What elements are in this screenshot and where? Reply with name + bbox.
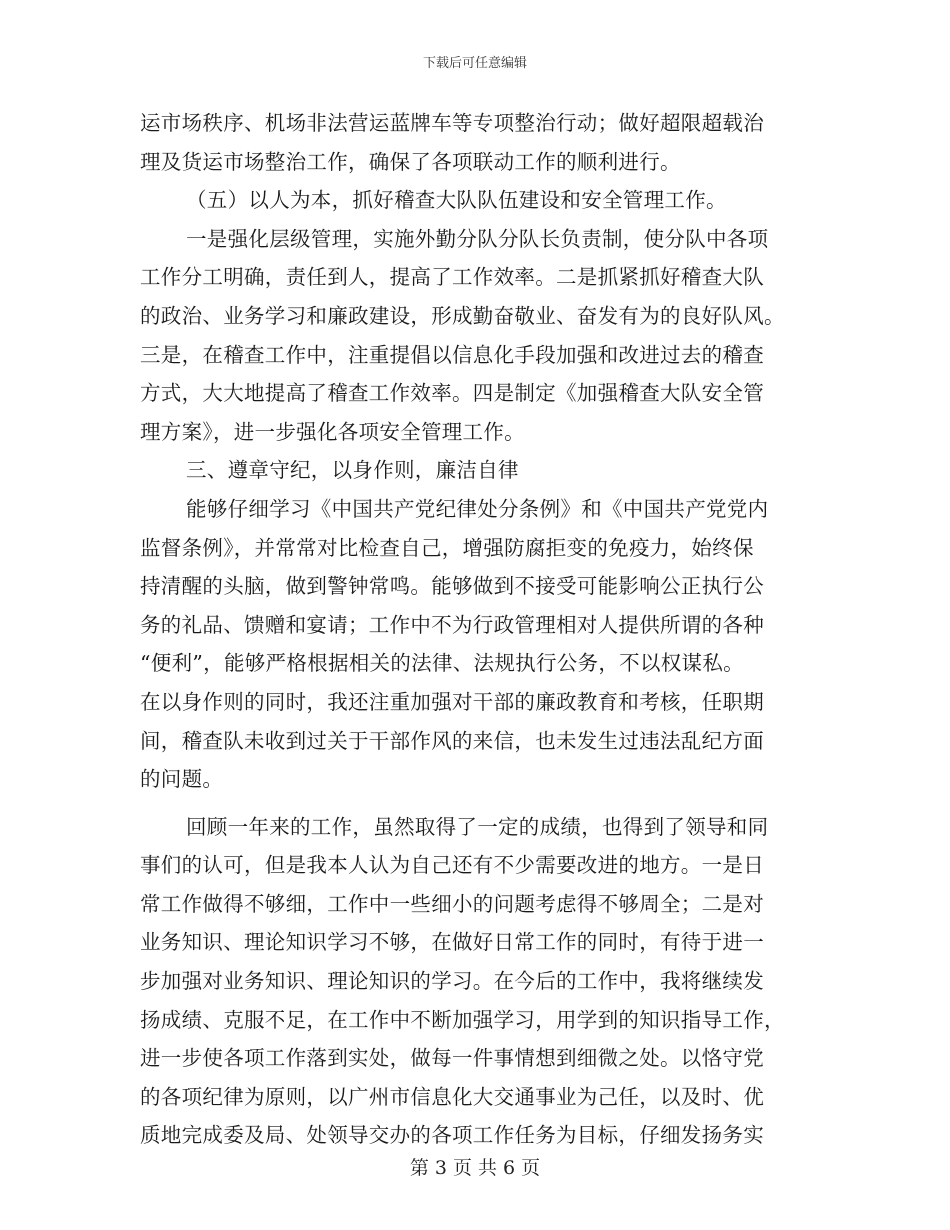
page-header-note: 下载后可任意编辑 <box>422 56 527 71</box>
text-line: 事们的认可，但是我本人认为自己还有不少需要改进的地方。一是日 <box>140 853 764 878</box>
text-line: 的各项纪律为原则，以广州市信息化大交通事业为己任，以及时、优 <box>140 1084 764 1109</box>
text-line: 运市场秩序、机场非法营运蓝牌车等专项整治行动；做好超限超载治 <box>140 111 764 135</box>
text-line: 理方案》，进一步强化各项安全管理工作。 <box>140 419 525 444</box>
text-line: 方式，大大地提高了稽查工作效率。四是制定《加强稽查大队安全管 <box>140 381 764 406</box>
text-line: 扬成绩、克服不足，在工作中不断加强学习，用学到的知识指导工作， <box>140 1007 785 1032</box>
paragraph-gap <box>140 799 812 808</box>
text-line: 在以身作则的同时，我还注重加强对干部的廉政教育和考核，任职期 <box>140 689 764 714</box>
text-line: 理及货运市场整治工作，确保了各项联动工作的顺利进行。 <box>140 149 681 174</box>
paragraph <box>140 490 812 799</box>
text-line: 三是，在稽查工作中，注重提倡以信息化手段加强和改进过去的稽查 <box>140 342 764 367</box>
text-line: 回顾一年来的工作，虽然取得了一定的成绩，也得到了领导和同 <box>186 814 769 839</box>
text-line: 的问题。 <box>140 767 224 792</box>
paragraph <box>140 220 812 452</box>
page-number-footer: 第 3 页 共 6 页 <box>409 1157 541 1179</box>
text-line: 三、遵章守纪，以身作则，廉洁自律 <box>186 458 519 483</box>
text-line: 工作分工明确，责任到人，提高了工作效率。二是抓紧抓好稽查大队 <box>140 265 764 290</box>
document-body <box>140 104 812 1155</box>
text-line: 步加强对业务知识、理论知识的学习。在今后的工作中，我将继续发 <box>140 969 764 994</box>
text-line: 的政治、业务学习和廉政建设，形成勤奋敬业、奋发有为的良好队风。 <box>140 303 785 328</box>
section-heading <box>140 181 812 220</box>
section-heading <box>140 451 812 490</box>
paragraph <box>140 104 812 181</box>
text-line: 进一步使各项工作落到实处，做每一件事情想到细微之处。以恪守党 <box>140 1046 764 1071</box>
text-line: 务的礼品、馈赠和宴请；工作中不为行政管理相对人提供所谓的各种 <box>140 612 764 637</box>
paragraph <box>140 808 812 1155</box>
text-line: 常工作做得不够细，工作中一些细小的问题考虑得不够周全；二是对 <box>140 891 764 916</box>
text-line: （五）以人为本，抓好稽查大队队伍建设和安全管理工作。 <box>186 188 727 213</box>
text-line: 质地完成委及局、处领导交办的各项工作任务为目标，仔细发扬务实 <box>140 1123 764 1148</box>
text-line: “便利”，能够严格根据相关的法律、法规执行公务，不以权谋私。 <box>140 651 744 676</box>
text-line: 持清醒的头脑，做到警钟常鸣。能够做到不接受可能影响公正执行公 <box>140 574 764 599</box>
text-line: 一是强化层级管理，实施外勤分队分队长负责制，使分队中各项 <box>186 226 769 251</box>
text-line: 业务知识、理论知识学习不够，在做好日常工作的同时，有待于进一 <box>140 930 764 955</box>
text-line: 间，稽查队未收到过关于干部作风的来信，也未发生过违法乱纪方面 <box>140 728 764 753</box>
text-line: 能够仔细学习《中国共产党纪律处分条例》和《中国共产党党内 <box>186 496 769 521</box>
text-line: 监督条例》，并常常对比检查自己，增强防腐拒变的免疫力，始终保 <box>140 535 754 560</box>
